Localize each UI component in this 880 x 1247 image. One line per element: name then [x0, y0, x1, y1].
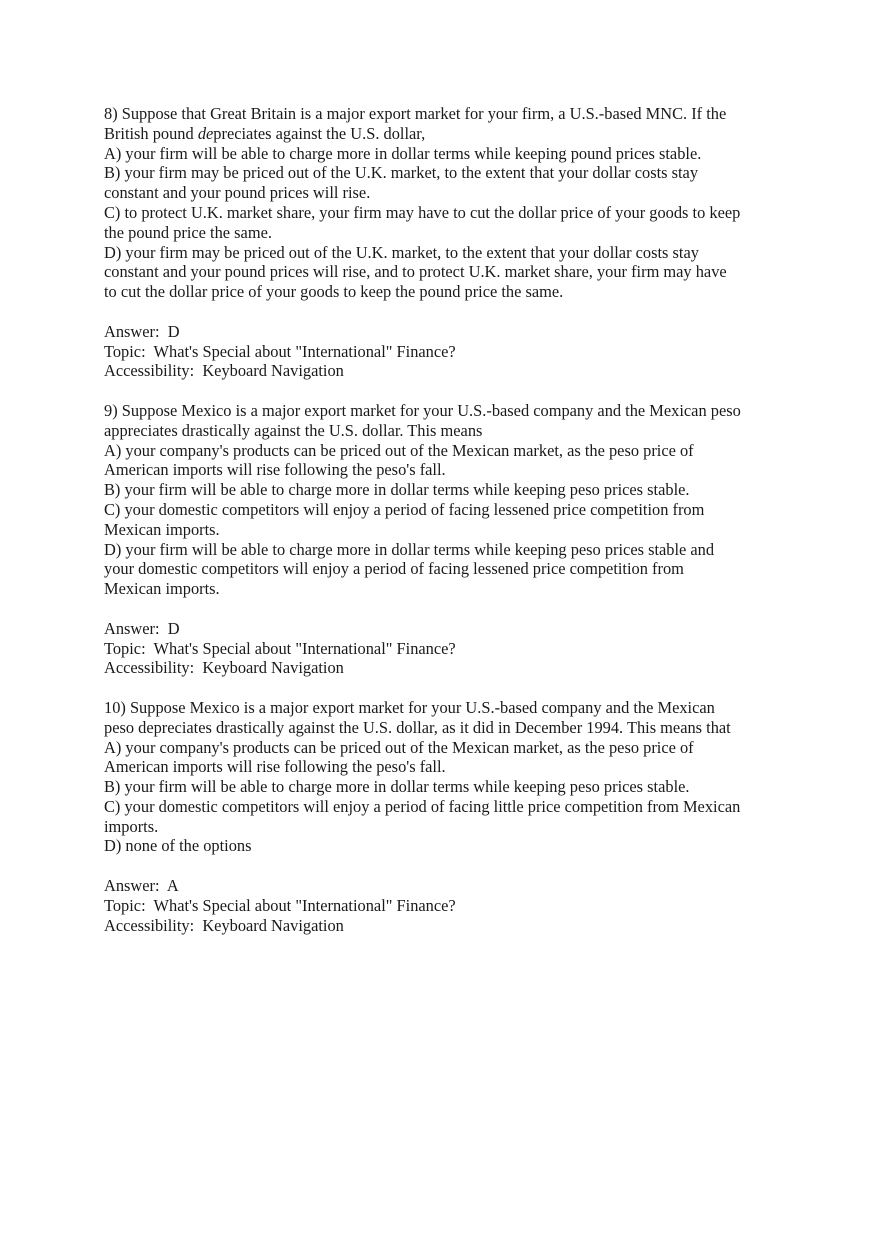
question-9 — [104, 401, 794, 678]
option-line: B) your firm will be able to charge more in dollar terms while keeping peso prices stable. — [104, 777, 690, 797]
option-line: B) your firm may be priced out of the U.K. market, to the extent that your dollar costs stay — [104, 163, 699, 183]
stem-line: appreciates drastically against the U.S. dollar. This means — [104, 420, 483, 440]
option-line: D) your firm will be able to charge more in dollar terms while keeping peso prices stable and — [104, 539, 715, 559]
option-c — [104, 203, 794, 243]
option-line: D) your firm may be priced out of the U.K. market, to the extent that your dollar costs stay — [104, 242, 699, 262]
option-line: Mexican imports. — [104, 579, 220, 599]
option-line: your domestic competitors will enjoy a period of facing lessened price competition from — [104, 559, 684, 579]
accessibility-line: Accessibility: Keyboard Navigation — [104, 361, 344, 381]
answer-line: Answer: A — [104, 876, 179, 896]
question-stem — [104, 401, 794, 441]
option-line: C) to protect U.K. market share, your firm may have to cut the dollar price of your goods to keep — [104, 202, 741, 222]
option-line: American imports will rise following the peso's fall. — [104, 757, 446, 777]
topic-line: Topic: What's Special about "International" Finance? — [104, 895, 456, 915]
question-10 — [104, 698, 794, 936]
option-line: constant and your pound prices will rise, and to protect U.K. market share, your firm may have — [104, 262, 727, 282]
option-line: A) your company's products can be priced out of the Mexican market, as the peso price of — [104, 440, 694, 460]
option-d — [104, 836, 794, 856]
option-a — [104, 441, 794, 481]
option-b — [104, 163, 794, 203]
option-b — [104, 480, 794, 500]
spacer — [104, 856, 794, 876]
stem-text: preciates against the U.S. dollar, — [213, 123, 426, 143]
option-a — [104, 144, 794, 164]
option-line: A) your firm will be able to charge more in dollar terms while keeping pound prices stable. — [104, 143, 702, 163]
option-line: imports. — [104, 816, 159, 836]
option-a — [104, 738, 794, 778]
spacer — [104, 302, 794, 322]
accessibility-line: Accessibility: Keyboard Navigation — [104, 658, 344, 678]
answer-line: Answer: D — [104, 321, 180, 341]
stem-emphasis: de — [197, 123, 214, 143]
topic-line: Topic: What's Special about "International" Finance? — [104, 638, 456, 658]
question-8 — [104, 104, 794, 381]
document-page — [104, 104, 794, 955]
option-line: Mexican imports. — [104, 519, 220, 539]
option-b — [104, 777, 794, 797]
option-d — [104, 540, 794, 599]
stem-line: 9) Suppose Mexico is a major export market for your U.S.-based company and the Mexican peso — [104, 400, 741, 420]
question-stem — [104, 104, 794, 144]
option-d — [104, 243, 794, 302]
option-line: C) your domestic competitors will enjoy a period of facing lessened price competition from — [104, 499, 705, 519]
option-line: A) your company's products can be priced out of the Mexican market, as the peso price of — [104, 737, 694, 757]
option-line: constant and your pound prices will rise. — [104, 183, 371, 203]
question-stem — [104, 698, 794, 738]
stem-text: British pound — [104, 123, 198, 143]
option-line: B) your firm will be able to charge more in dollar terms while keeping peso prices stable. — [104, 480, 690, 500]
stem-line: 10) Suppose Mexico is a major export market for your U.S.-based company and the Mexican — [104, 697, 715, 717]
option-line: C) your domestic competitors will enjoy a period of facing little price competition from Mexican — [104, 796, 741, 816]
spacer — [104, 599, 794, 619]
stem-line: peso depreciates drastically against the U.S. dollar, as it did in December 1994. This means that — [104, 717, 731, 737]
stem-line: 8) Suppose that Great Britain is a major export market for your firm, a U.S.-based MNC. If the — [104, 104, 727, 123]
option-c — [104, 797, 794, 837]
option-line: D) none of the options — [104, 836, 252, 856]
option-line: American imports will rise following the peso's fall. — [104, 460, 446, 480]
topic-line: Topic: What's Special about "International" Finance? — [104, 341, 456, 361]
option-c — [104, 500, 794, 540]
option-line: to cut the dollar price of your goods to keep the pound price the same. — [104, 282, 564, 302]
answer-line: Answer: D — [104, 618, 180, 638]
accessibility-line: Accessibility: Keyboard Navigation — [104, 915, 344, 935]
stem-line — [104, 124, 794, 144]
option-line: the pound price the same. — [104, 222, 272, 242]
